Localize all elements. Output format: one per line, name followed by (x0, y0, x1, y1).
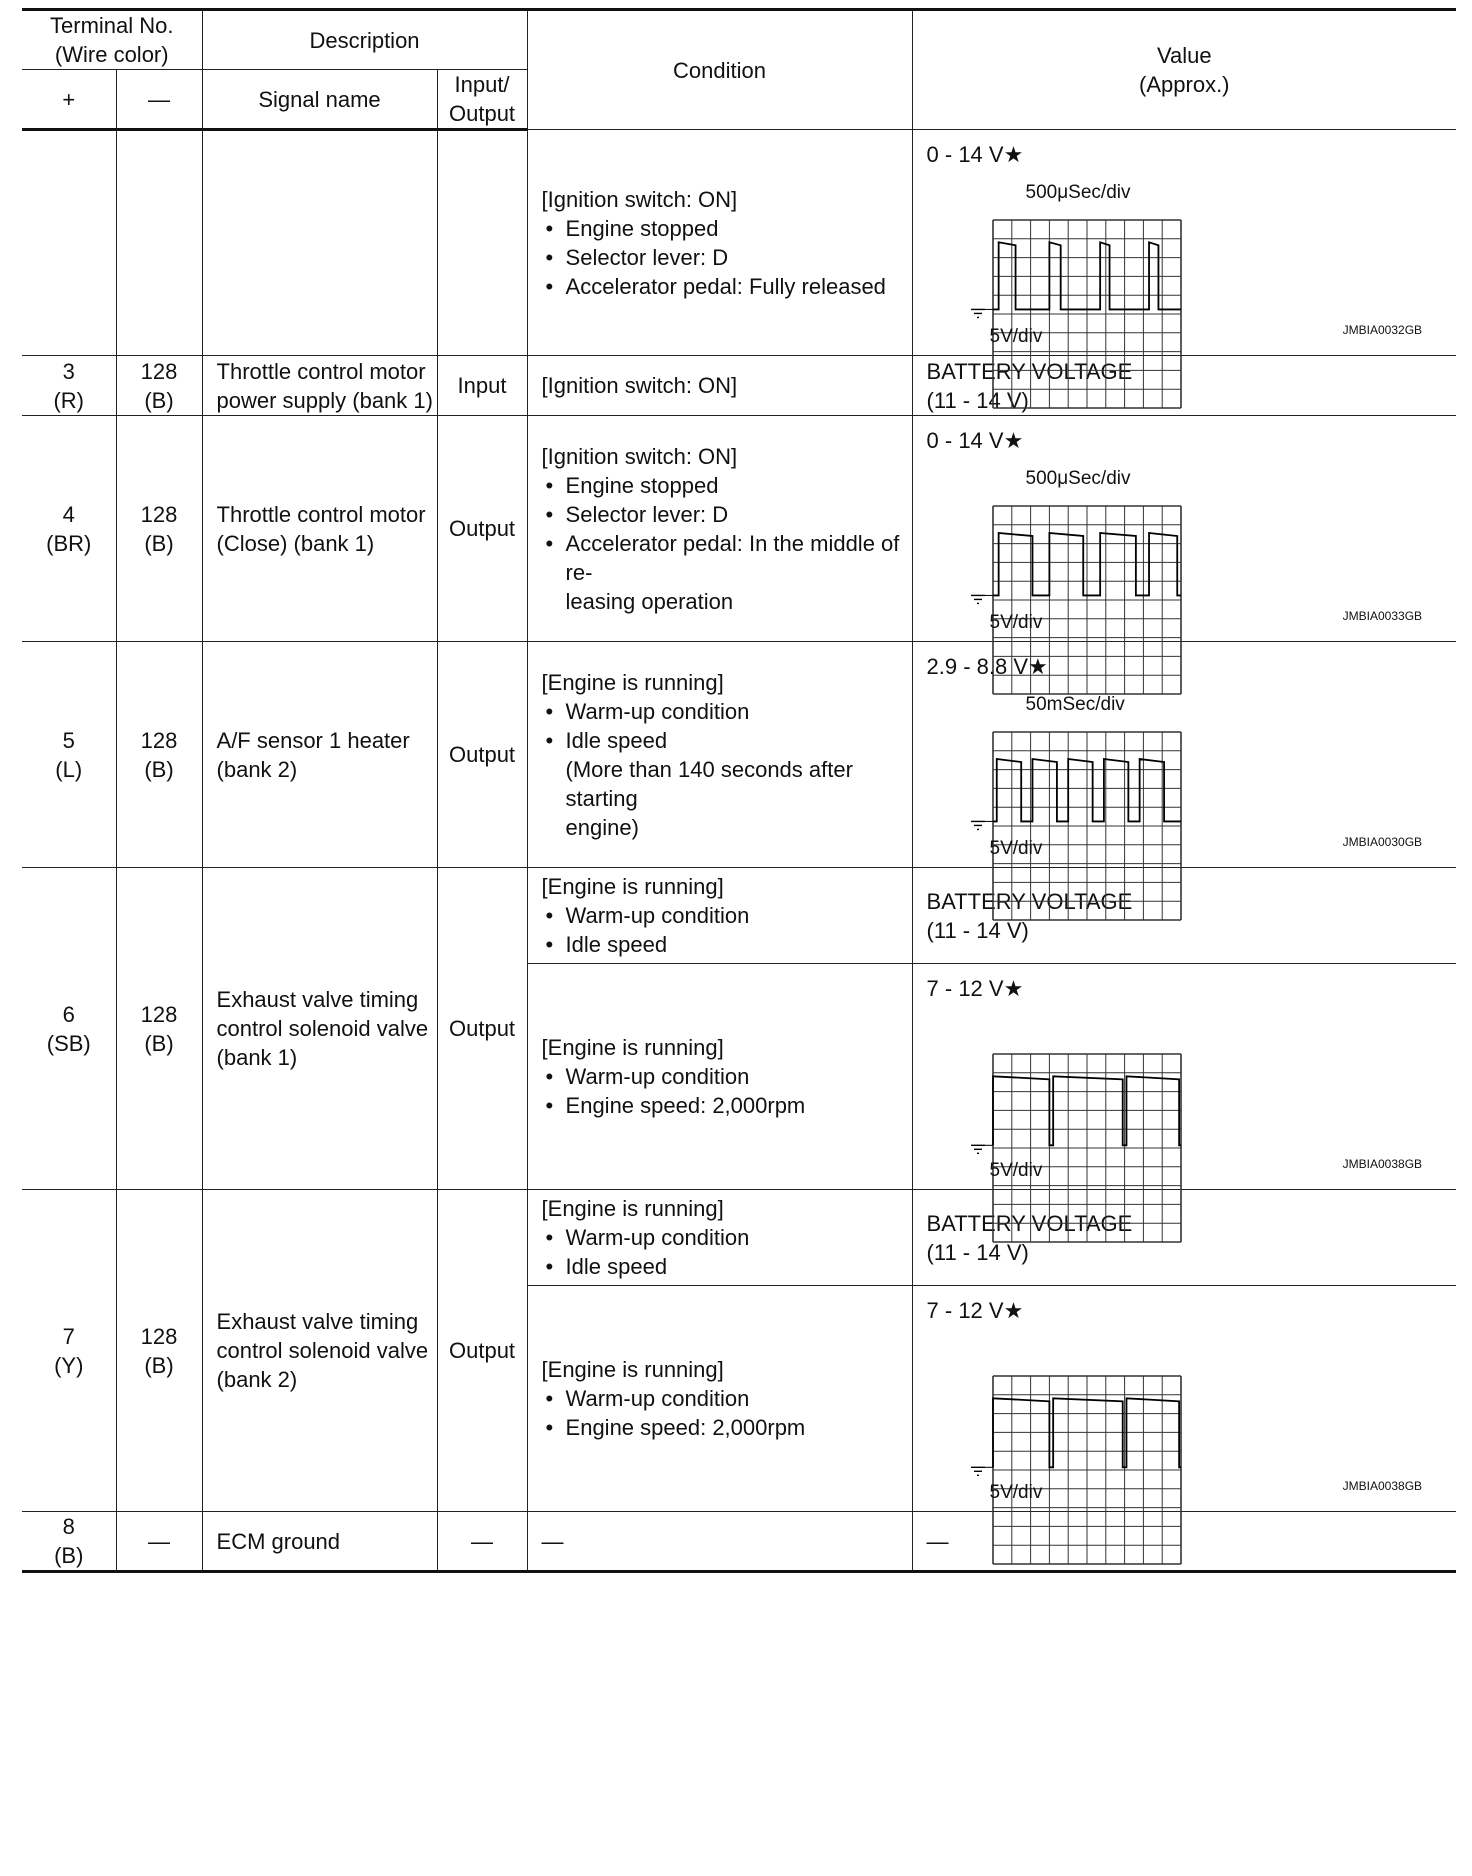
voltage-range: 0 - 14 V★ (926, 142, 1024, 167)
table-row (22, 642, 1456, 868)
terminal-table-sheet (22, 8, 1456, 1573)
terminal-minus: 128 (B) (116, 868, 202, 1190)
terminal-minus: 128 (B) (116, 1190, 202, 1512)
table-row (22, 356, 1456, 416)
condition-note: (More than 140 seconds after starting engine) (565, 756, 853, 840)
figure-code: JMBIA0038GB (1342, 1157, 1423, 1171)
voltage-range: 7 - 12 V★ (926, 976, 1024, 1001)
voltage-range: 0 - 14 V★ (926, 428, 1024, 453)
waveform-cell (912, 416, 1456, 642)
signal-name: ECM ground (202, 1512, 437, 1572)
oscilloscope-graph (963, 202, 1187, 412)
voltage-range: 7 - 12 V★ (926, 1298, 1024, 1323)
table-row (22, 868, 1456, 964)
signal-name: Exhaust valve timing control solenoid valve (bank 2) (202, 1190, 437, 1512)
condition-cell (527, 868, 912, 964)
cell-signal-empty (202, 130, 437, 356)
oscilloscope-grid (993, 1376, 1181, 1564)
condition-bullet: • Warm-up condition (542, 1384, 902, 1413)
ground-symbol-icon (971, 309, 993, 317)
condition-title: [Ignition switch: ON] (541, 186, 738, 212)
terminal-minus: 128 (B) (116, 416, 202, 642)
header-plus: + (22, 70, 116, 130)
condition-cell (527, 416, 912, 642)
oscilloscope-grid (993, 220, 1181, 408)
condition-bullet: • Warm-up condition (542, 1062, 902, 1091)
cell-minus-empty (116, 130, 202, 356)
volts-per-division: 5V/div (989, 1160, 1043, 1181)
volts-per-division: 5V/div (989, 326, 1043, 347)
cell-io-empty (437, 130, 527, 356)
time-per-division: 500μSec/div (1025, 182, 1131, 203)
table-row (22, 1190, 1456, 1286)
condition-bullet: • Engine stopped (542, 471, 902, 500)
condition-bullet: • Accelerator pedal: Fully released (542, 272, 902, 301)
condition-cell (527, 1190, 912, 1286)
condition-bullet: • Warm-up condition (542, 1223, 902, 1252)
ground-symbol-icon (971, 821, 993, 829)
signal-name: Throttle control motor power supply (bank 1) (202, 356, 437, 416)
condition-bullet: • Selector lever: D (542, 243, 902, 272)
condition-cell (527, 1286, 912, 1512)
value-cell: BATTERY VOLTAGE (11 - 14 V) (912, 1190, 1456, 1286)
input-output: Output (437, 416, 527, 642)
table-row (22, 416, 1456, 642)
condition-title: [Engine is running] (541, 1196, 724, 1221)
waveform-cell (912, 130, 1456, 356)
signal-name: Throttle control motor (Close) (bank 1) (202, 416, 437, 642)
signal-name: A/F sensor 1 heater (bank 2) (202, 642, 437, 868)
condition-bullet: • Selector lever: D (542, 500, 902, 529)
ground-symbol-icon (971, 1467, 993, 1475)
terminal-minus: 128 (B) (116, 356, 202, 416)
terminal-plus: 7 (Y) (22, 1190, 116, 1512)
terminal-plus: 6 (SB) (22, 868, 116, 1190)
value-cell: — (912, 1512, 1456, 1572)
condition-bullet: • Idle speed (542, 726, 902, 755)
figure-code: JMBIA0038GB (1342, 1479, 1423, 1493)
condition-bullet: • Idle speed (542, 930, 902, 959)
time-per-division: 50mSec/div (1025, 694, 1125, 715)
condition-bullet: • Warm-up condition (542, 901, 902, 930)
condition-cell (527, 356, 912, 416)
terminal-minus: — (116, 1512, 202, 1572)
waveform-cell (912, 642, 1456, 868)
condition-bullet: • Engine speed: 2,000rpm (542, 1413, 902, 1442)
condition-cell (527, 130, 912, 356)
header-minus: — (116, 70, 202, 130)
condition-title: [Ignition switch: ON] (541, 373, 738, 398)
header-value: Value (Approx.) (912, 10, 1456, 130)
condition-title: [Engine is running] (541, 1035, 724, 1060)
condition-cell: — (527, 1512, 912, 1572)
figure-code: JMBIA0030GB (1342, 835, 1423, 849)
volts-per-division: 5V/div (989, 838, 1043, 859)
header-terminal: Terminal No. (Wire color) (22, 10, 202, 70)
condition-cell (527, 642, 912, 868)
figure-code: JMBIA0032GB (1342, 323, 1423, 337)
input-output: Output (437, 1190, 527, 1512)
waveform-cell (912, 964, 1456, 1190)
input-output: — (437, 1512, 527, 1572)
header-description: Description (202, 10, 527, 70)
terminal-minus: 128 (B) (116, 642, 202, 868)
cell-plus-empty (22, 130, 116, 356)
voltage-range: 2.9 - 8.8 V★ (926, 654, 1048, 679)
condition-title: [Engine is running] (541, 874, 724, 899)
volts-per-division: 5V/div (989, 612, 1043, 633)
oscilloscope-graph (963, 714, 1187, 924)
oscilloscope-graph (963, 1036, 1187, 1246)
terminal-plus: 8 (B) (22, 1512, 116, 1572)
table-row (22, 1512, 1456, 1572)
terminal-plus: 3 (R) (22, 356, 116, 416)
header-input-output: Input/ Output (437, 70, 527, 130)
volts-per-division: 5V/div (989, 1482, 1043, 1503)
ecm-terminal-table (22, 8, 1456, 1573)
value-cell: BATTERY VOLTAGE (11 - 14 V) (912, 356, 1456, 416)
header-signal-name: Signal name (202, 70, 437, 130)
condition-bullet: • Engine stopped (542, 214, 902, 243)
condition-title: [Ignition switch: ON] (541, 443, 738, 469)
condition-bullet: • Accelerator pedal: In the middle of re- leasing operation (542, 529, 902, 616)
condition-bullet: • Warm-up condition (542, 697, 902, 726)
oscilloscope-grid (993, 1054, 1181, 1242)
input-output: Output (437, 868, 527, 1190)
value-cell: BATTERY VOLTAGE (11 - 14 V) (912, 868, 1456, 964)
condition-bullet: • Engine speed: 2,000rpm (542, 1091, 902, 1120)
terminal-plus: 5 (L) (22, 642, 116, 868)
input-output: Output (437, 642, 527, 868)
condition-title: [Engine is running] (541, 669, 724, 695)
oscilloscope-graph (963, 1358, 1187, 1568)
condition-bullet: • Idle speed (542, 1252, 902, 1281)
input-output: Input (437, 356, 527, 416)
figure-code: JMBIA0033GB (1342, 609, 1423, 623)
condition-title: [Engine is running] (541, 1357, 724, 1382)
ground-symbol-icon (971, 595, 993, 603)
table-row (22, 130, 1456, 356)
signal-name: Exhaust valve timing control solenoid valve (bank 1) (202, 868, 437, 1190)
waveform-cell (912, 1286, 1456, 1512)
header-condition: Condition (527, 10, 912, 130)
condition-cell (527, 964, 912, 1190)
terminal-plus: 4 (BR) (22, 416, 116, 642)
ground-symbol-icon (971, 1145, 993, 1153)
time-per-division: 500μSec/div (1025, 468, 1131, 489)
